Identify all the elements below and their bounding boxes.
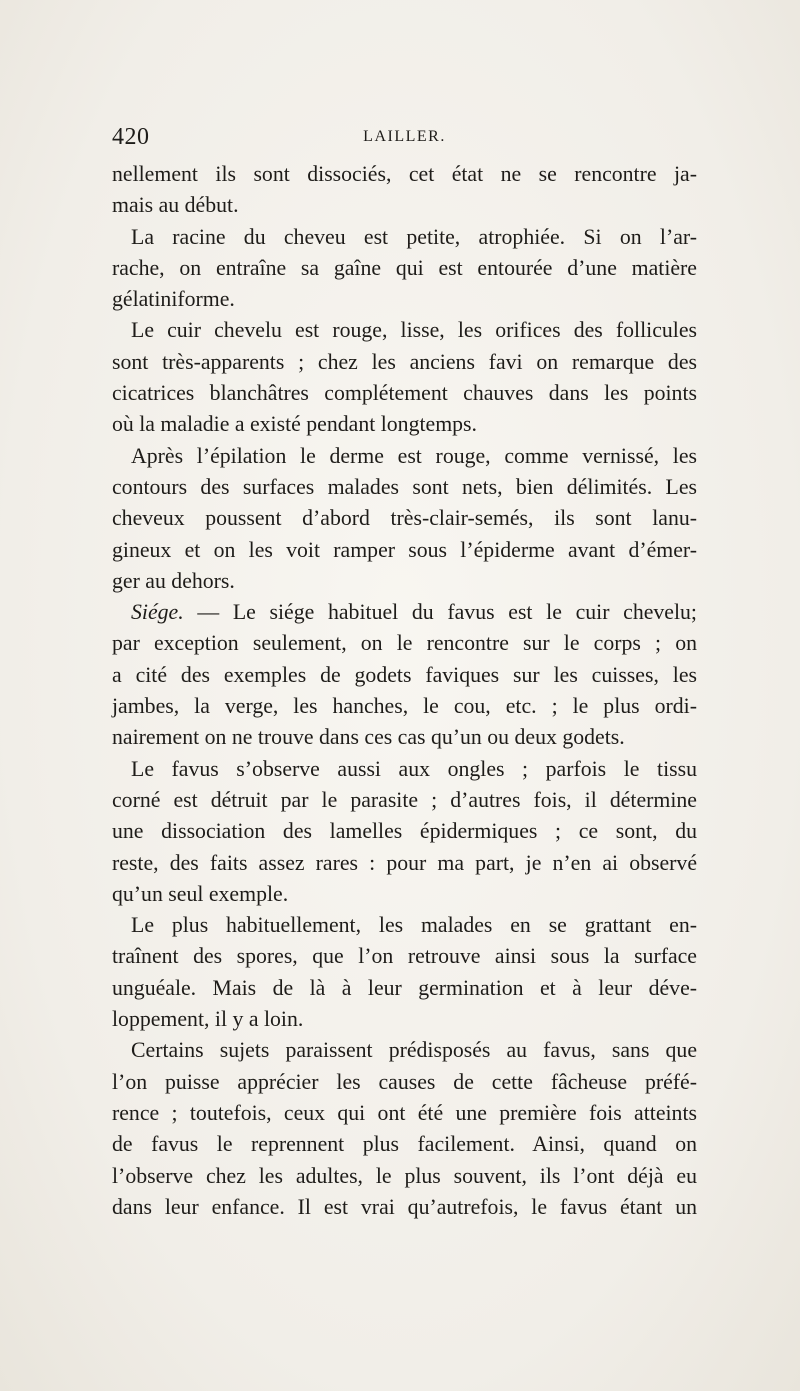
text-line: [112, 253, 697, 284]
text-line: [112, 222, 697, 253]
line-text: Certains sujets paraissent prédisposés au favus, sans que: [131, 1038, 697, 1063]
line-text: l’on puisse apprécier les causes de cette fâcheuse préfé-: [112, 1069, 697, 1094]
line-text: — Le siége habituel du favus est le cuir chevelu;: [183, 600, 697, 625]
text-line: [112, 1129, 697, 1160]
text-line: [112, 754, 697, 785]
section-lead: Siége.: [131, 600, 184, 625]
running-head: LAILLER.: [363, 128, 446, 145]
line-text: Le plus habituellement, les malades en se grattant en-: [131, 913, 697, 938]
line-text: sont très-apparents ; chez les anciens favi on remarque des: [112, 349, 697, 374]
page-number: 420: [112, 124, 150, 150]
text-line: [112, 315, 697, 346]
line-text: rence ; toutefois, ceux qui ont été une première fois atteints: [112, 1100, 697, 1125]
text-line: [112, 535, 697, 566]
line-text: Après l’épilation le derme est rouge, comme vernissé, les: [131, 443, 697, 468]
line-text: nellement ils sont dissociés, cet état ne se rencontre ja-: [112, 162, 697, 186]
line-text: a cité des exemples de godets faviques sur les cuisses, les: [112, 662, 697, 687]
line-text: jambes, la verge, les hanches, le cou, etc. ; le plus ordi-: [112, 694, 697, 719]
line-text: traînent des spores, que l’on retrouve ainsi sous la surface: [112, 944, 697, 969]
text-line: [112, 1035, 697, 1066]
text-line: [112, 941, 697, 972]
line-text: l’observe chez les adultes, le plus souvent, ils l’ont déjà eu: [112, 1163, 697, 1188]
text-line: [112, 691, 697, 722]
body-text: [112, 159, 697, 1223]
text-line: [112, 190, 697, 221]
text-line: [112, 284, 697, 315]
line-text: La racine du cheveu est petite, atrophiée. Si on l’ar-: [131, 224, 697, 249]
text-line: [112, 347, 697, 378]
line-text: contours des surfaces malades sont nets, bien délimités. Les: [112, 474, 697, 499]
text-line: [112, 1161, 697, 1192]
page-header: [112, 124, 697, 154]
line-text: par exception seulement, on le rencontre sur le corps ; on: [112, 631, 697, 656]
text-line: [112, 597, 697, 628]
line-text: où la maladie a existé pendant longtemps.: [112, 412, 477, 437]
text-line: [112, 378, 697, 409]
text-line: [112, 472, 697, 503]
text-line: [112, 879, 697, 910]
text-line: [112, 1067, 697, 1098]
line-text: dans leur enfance. Il est vrai qu’autrefois, le favus étant un: [112, 1194, 697, 1219]
line-text: qu’un seul exemple.: [112, 881, 289, 906]
text-line: [112, 503, 697, 534]
text-line: [112, 910, 697, 941]
line-text: reste, des faits assez rares : pour ma part, je n’en ai observé: [112, 850, 697, 875]
line-text: une dissociation des lamelles épidermiques ; ce sont, du: [112, 819, 697, 844]
text-line: [112, 1098, 697, 1129]
line-text: de favus le reprennent plus facilement. Ainsi, quand on: [112, 1132, 697, 1157]
line-text: unguéale. Mais de là à leur germination et à leur déve-: [112, 975, 697, 1000]
text-line: [112, 848, 697, 879]
line-text: Le favus s’observe aussi aux ongles ; parfois le tissu: [131, 756, 697, 781]
line-text: ger au dehors.: [112, 568, 235, 593]
text-line: [112, 409, 697, 440]
line-text: mais au début.: [112, 193, 239, 218]
text-line: [112, 628, 697, 659]
line-text: Le cuir chevelu est rouge, lisse, les orifices des follicules: [131, 318, 697, 343]
line-text: gélatiniforme.: [112, 287, 235, 312]
line-text: rache, on entraîne sa gaîne qui est entourée d’une matière: [112, 255, 697, 280]
text-line: [112, 159, 697, 190]
line-text: corné est détruit par le parasite ; d’autres fois, il détermine: [112, 787, 697, 812]
text-line: [112, 660, 697, 691]
line-text: cicatrices blanchâtres complétement chauves dans les points: [112, 381, 697, 406]
text-line: [112, 566, 697, 597]
text-line: [112, 441, 697, 472]
line-text: loppement, il y a loin.: [112, 1007, 304, 1032]
line-text: cheveux poussent d’abord très-clair-semés, ils sont lanu-: [112, 506, 697, 531]
text-line: [112, 722, 697, 753]
text-line: [112, 973, 697, 1004]
text-line: [112, 1004, 697, 1035]
text-line: [112, 785, 697, 816]
text-line: [112, 816, 697, 847]
line-text: gineux et on les voit ramper sous l’épiderme avant d’émer-: [112, 537, 697, 562]
line-text: nairement on ne trouve dans ces cas qu’un ou deux godets.: [112, 725, 625, 750]
text-line: [112, 1192, 697, 1223]
